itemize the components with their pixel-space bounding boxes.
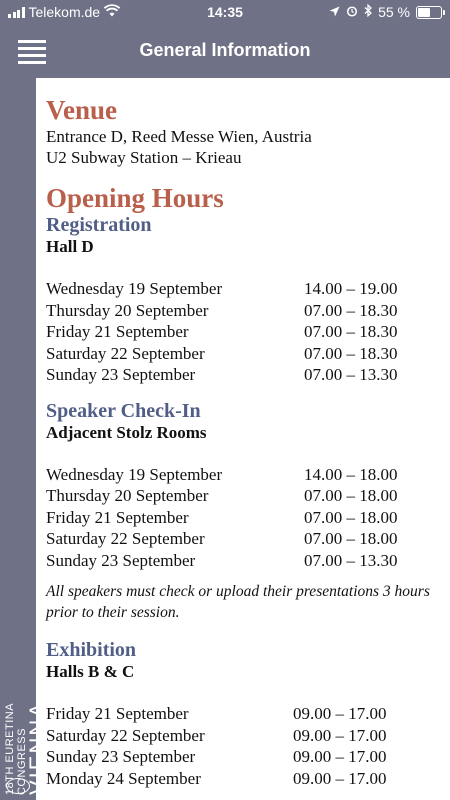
schedule-day: Monday 24 September [46, 768, 201, 788]
schedule-row [46, 507, 442, 529]
speaker-checkin-heading: Speaker Check-In [46, 399, 201, 422]
schedule-time: 07.00 – 18.30 [304, 343, 398, 363]
schedule-time: 07.00 – 13.30 [304, 365, 398, 384]
schedule-day: Thursday 20 September [46, 486, 209, 505]
schedule-time: 09.00 – 17.00 [293, 725, 387, 745]
schedule-day: Thursday 20 September [46, 300, 209, 320]
schedule-day: Sunday 23 September [46, 747, 196, 766]
schedule-day: Saturday 22 September [46, 343, 205, 363]
logo-line-2: CONGRESS [16, 728, 28, 795]
exhibition-place: Halls B & C [46, 662, 135, 681]
schedule-day: Sunday 23 September [46, 365, 196, 384]
schedule-row [46, 703, 442, 725]
schedule-time: 07.00 – 18.30 [304, 300, 398, 320]
status-bar [0, 0, 450, 26]
schedule-day: Saturday 22 September [46, 529, 205, 548]
registration-place: Hall D [46, 237, 94, 256]
schedule-row [46, 485, 442, 507]
speaker-note: All speakers must check or upload their presentations 3 hours prior to their session. [46, 583, 430, 621]
page-title: General Information [139, 40, 311, 60]
venue-line-1: Entrance D, Reed Messe Wien, Austria [46, 127, 312, 146]
schedule-row [46, 278, 442, 300]
schedule-time: 09.00 – 17.00 [293, 747, 387, 766]
schedule-row [46, 725, 442, 747]
schedule-day: Friday 21 September [46, 322, 189, 341]
schedule-row [46, 746, 442, 768]
schedule-day: Wednesday 19 September [46, 464, 223, 484]
battery-percent: 55 % [378, 4, 410, 20]
logo-line-3: VIENNA [25, 701, 50, 795]
schedule-time: 07.00 – 18.30 [304, 322, 398, 341]
schedule-time: 09.00 – 17.00 [293, 704, 387, 723]
schedule-day: Friday 21 September [46, 704, 189, 723]
app-header [0, 0, 450, 78]
schedule-row [46, 364, 442, 386]
alarm-icon [346, 4, 358, 20]
schedule-time: 07.00 – 13.30 [304, 550, 398, 570]
schedule-day: Friday 21 September [46, 507, 189, 527]
registration-heading: Registration [46, 214, 152, 236]
schedule-time: 07.00 – 18.00 [304, 507, 398, 527]
schedule-time: 07.00 – 18.00 [304, 529, 398, 548]
logo-line-1: 18TH EURETINA [4, 702, 16, 795]
schedule-row [46, 343, 442, 365]
battery-icon [416, 6, 442, 19]
location-arrow-icon [329, 4, 340, 20]
schedule-time: 07.00 – 18.00 [304, 486, 398, 505]
schedule-day: Saturday 22 September [46, 725, 205, 745]
schedule-row [46, 528, 442, 550]
schedule-time: 09.00 – 17.00 [293, 768, 387, 788]
speaker-checkin-schedule [46, 464, 442, 572]
schedule-row [46, 550, 442, 572]
schedule-row [46, 768, 442, 790]
bluetooth-icon [364, 4, 372, 20]
eye-logo-icon [6, 778, 30, 794]
registration-schedule [46, 278, 442, 386]
schedule-day: Wednesday 19 September [46, 279, 223, 298]
schedule-row [46, 321, 442, 343]
content [46, 78, 442, 800]
exhibition-schedule [46, 703, 442, 789]
schedule-row [46, 464, 442, 486]
clock: 14:35 [207, 4, 243, 20]
schedule-time: 14.00 – 19.00 [304, 279, 398, 298]
venue-heading: Venue [46, 95, 118, 125]
speaker-checkin-place: Adjacent Stolz Rooms [46, 422, 207, 442]
schedule-day: Sunday 23 September [46, 550, 196, 570]
schedule-row [46, 300, 442, 322]
exhibition-heading: Exhibition [46, 639, 137, 661]
venue-line-2: U2 Subway Station – Krieau [46, 148, 242, 167]
opening-hours-heading: Opening Hours [46, 183, 224, 213]
carrier-label: Telekom.de [28, 4, 101, 20]
schedule-time: 14.00 – 18.00 [304, 464, 398, 484]
congress-logo [4, 580, 50, 795]
